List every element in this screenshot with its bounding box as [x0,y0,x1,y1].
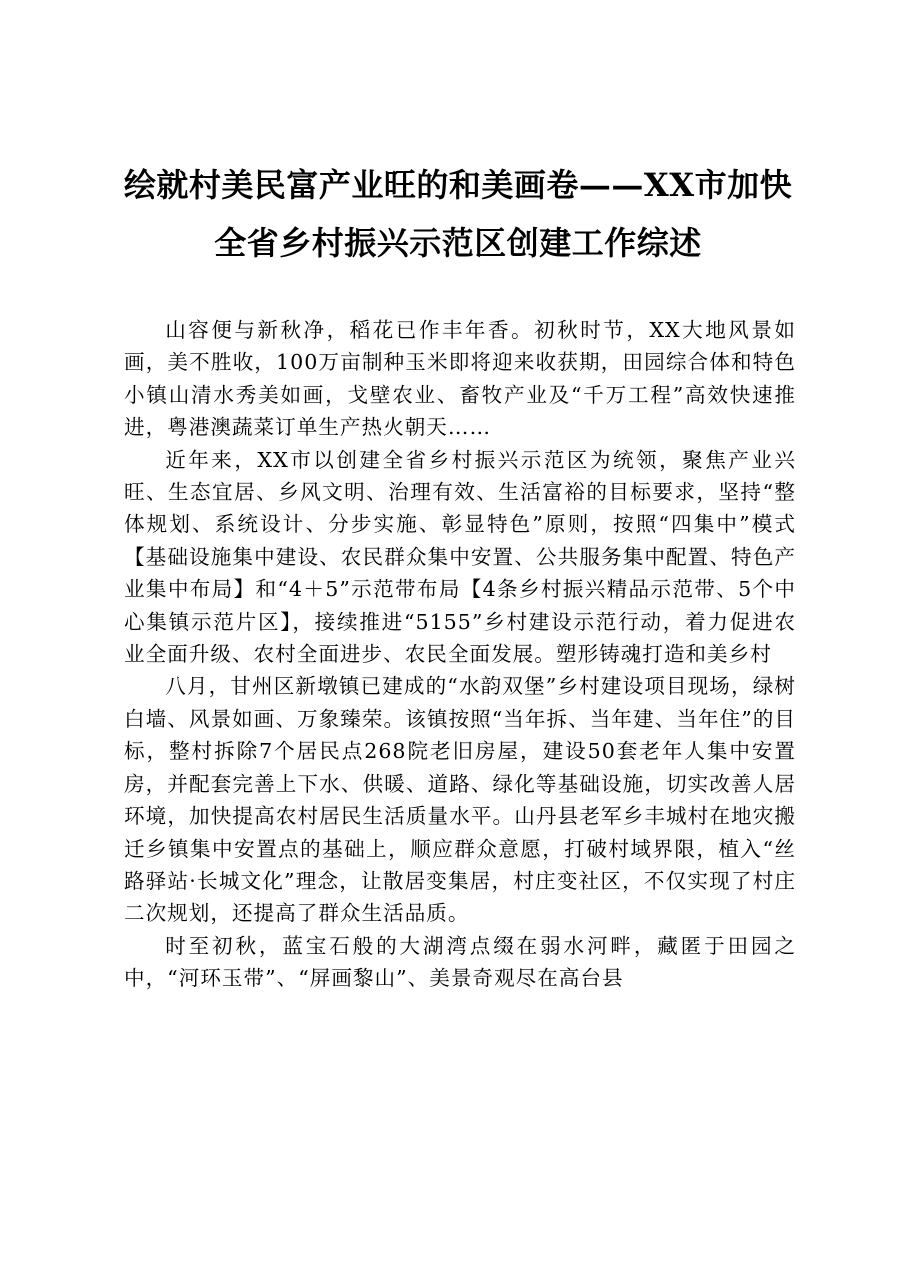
paragraph-4: 时至初秋，蓝宝石般的大湖湾点缀在弱水河畔，藏匿于田园之中，“河环玉带”、“屏画黎山”、美景奇观尽在高台县 [124,933,796,991]
paragraph-1: 山容便与新秋净，稻花已作丰年香。初秋时节，XX大地风景如画，美不胜收，100万亩制种玉米即将迎来收获期，田园综合体和特色小镇山清水秀美如画，戈壁农业、畜牧产业及“千万工程”高效快速推进，粤港澳蔬菜订单生产热火朝天…… [124,318,796,440]
document-title: 绘就村美民富产业旺的和美画卷——XX市加快全省乡村振兴示范区创建工作综述 [123,166,793,262]
paragraph-3: 八月，甘州区新墩镇已建成的“水韵双堡”乡村建设项目现场，绿树白墙、风景如画、万象臻荣。该镇按照“当年拆、当年建、当年住”的目标，整村拆除7个居民点268院老旧房屋，建设50套老年人集中安置房，并配套完善上下水、供暖、道路、绿化等基础设施，切实改善人居环境，加快提高农村居民生活质量水平。山丹县老军乡丰城村在地灾搬迁乡镇集中安置点的基础上，顺应群众意愿，打破村域界限，植入“丝路驿站·长城文化”理念，让散居变集居，村庄变社区，不仅实现了村庄二次规划，还提高了群众生活品质。 [124,674,796,926]
document-body [124,314,796,995]
paragraph-2: 近年来，XX市以创建全省乡村振兴示范区为统领，聚焦产业兴旺、生态宜居、乡风文明、治理有效、生活富裕的目标要求，坚持“整体规划、系统设计、分步实施、彰显特色”原则，按照“四集中”模式【基础设施集中建设、农民群众集中安置、公共服务集中配置、特色产业集中布局】和“4＋5”示范带布局【4条乡村振兴精品示范带、5个中心集镇示范片区】，接续推进“5155”乡村建设示范行动，着力促进农业全面升级、农村全面进步、农民全面发展。塑形铸魂打造和美乡村 [124,447,796,667]
